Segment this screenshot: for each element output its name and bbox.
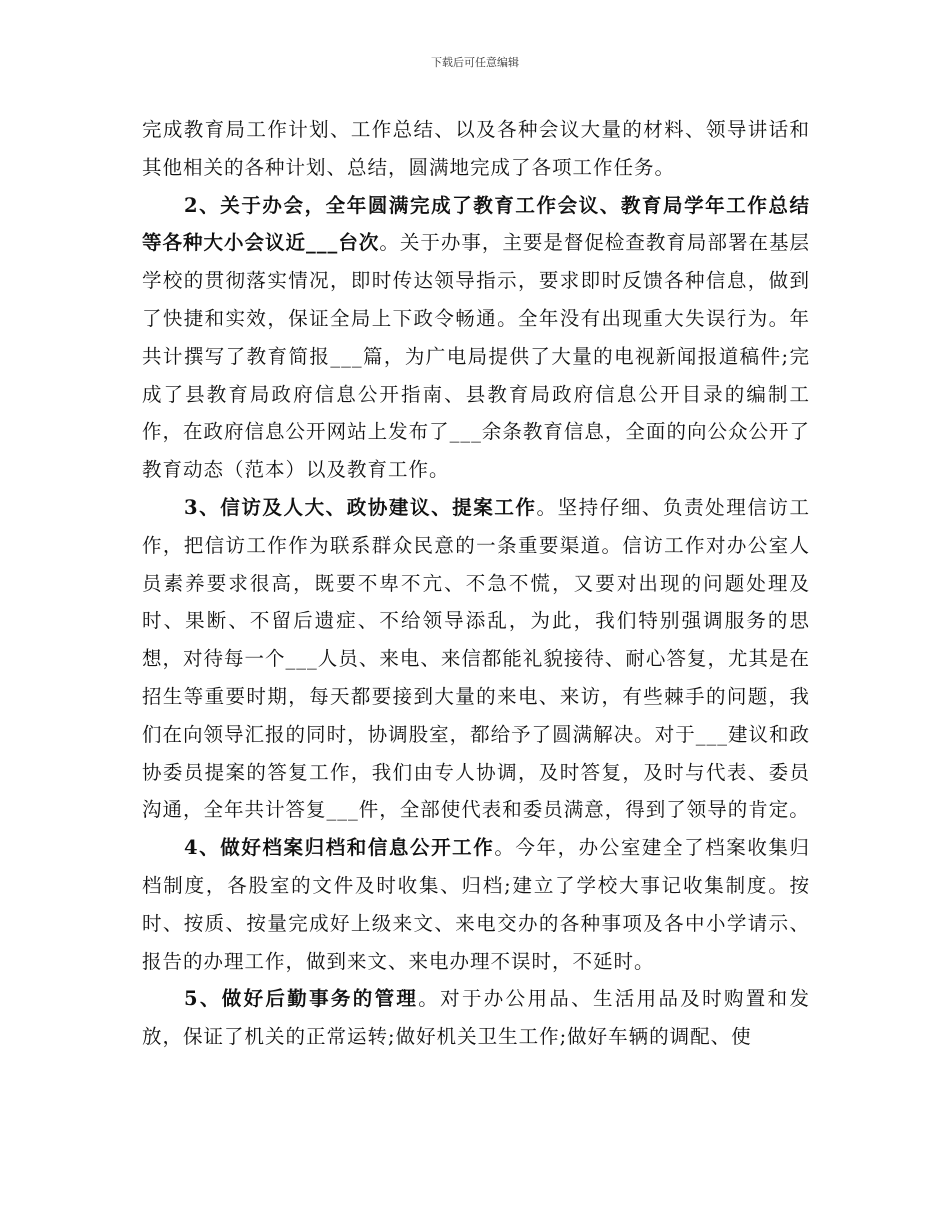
paragraph-text: 。坚持仔细、负责处理信访工作，把信访工作作为联系群众民意的一条重要渠道。信访工作对办公室人员素养要求很高，既要不卑不亢、不急不慌，又要对出现的问题处理及时、果断、不留后遗症、不给领导添乱，为此，我们特别强调服务的思想，对待每一个___人员、来电、来信都能礼貌接待、耐心答复，尤其是在招生等重要时期，每天都要接到大量的来电、来访，有些棘手的问题，我们在向领导汇报的同时，协调股室，都给予了圆满解决。对于___建议和政协委员提案的答复工作，我们由专人协调，及时答复，及时与代表、委员沟通，全年共计答复___件，全部使代表和委员满意，得到了领导的肯定。 [142,495,810,822]
page-header: 下载后可任意编辑 [431,56,519,69]
paragraph-continuation [142,111,810,187]
paragraph-text: 。今年，办公室建全了档案收集归档制度，各股室的文件及时收集、归档;建立了学校大事记收集制度。按时、按质、按量完成好上级来文、来电交办的各种事项及各中小学请示、报告的办理工作，做到来文、来电办理不误时，不延时。 [142,836,810,973]
paragraph-text: 。关于办事，主要是督促检查教育局部署在基层学校的贯彻落实情况，即时传达领导指示，要求即时反馈各种信息，做到了快捷和实效，保证全局上下政令畅通。全年没有出现重大失误行为。年共计撰写了教育简报___篇，为广电局提供了大量的电视新闻报道稿件;完成了县教育局政府信息公开指南、县教育局政府信息公开目录的编制工作，在政府信息公开网站上发布了___余条教育信息，全面的向公众公开了教育动态（范本）以及教育工作。 [142,231,810,482]
paragraph-heading: 2、关于办会，全年圆满完成了教育工作会议、教育局学年工作总结等各种大小会议近___台次 [142,193,810,255]
paragraph-text: 。对于办公用品、生活用品及时购置和发放，保证了机关的正常运转;做好机关卫生工作;做好车辆的调配、使 [142,987,810,1049]
paragraph-archives [142,829,810,980]
paragraph-logistics [142,980,810,1056]
paragraph-text: 完成教育局工作计划、工作总结、以及各种会议大量的材料、领导讲话和其他相关的各种计划、总结，圆满地完成了各项工作任务。 [142,118,810,179]
paragraph-heading: 3、信访及人大、政协建议、提案工作 [184,495,537,519]
paragraph-meetings [142,187,810,489]
paragraph-heading: 4、做好档案归档和信息公开工作 [184,836,495,860]
document-body [142,111,810,1056]
paragraph-heading: 5、做好后勤事务的管理 [184,987,419,1011]
paragraph-petitions [142,489,810,829]
